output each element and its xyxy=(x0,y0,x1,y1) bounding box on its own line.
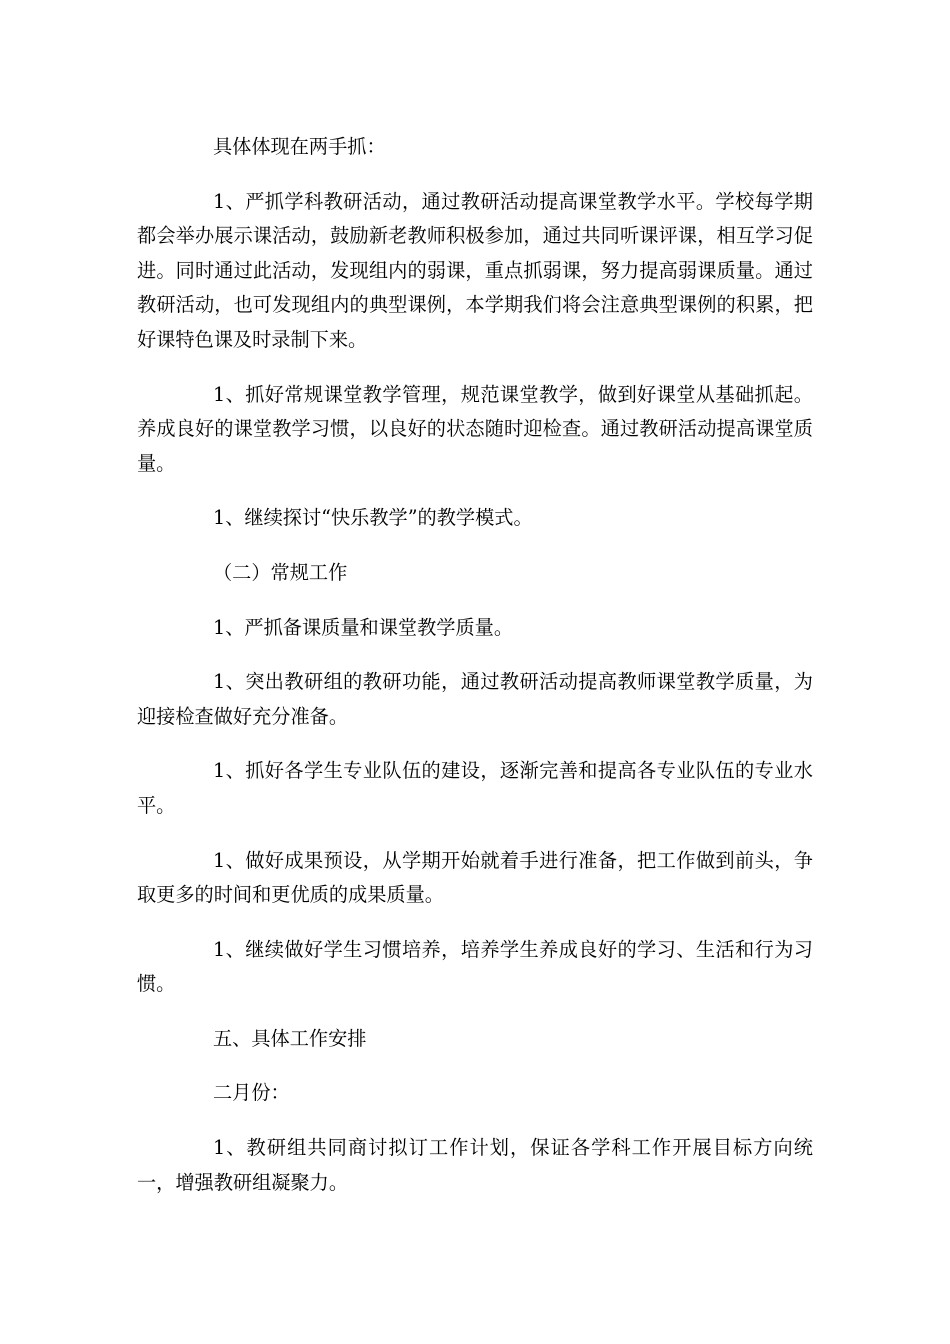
document-body xyxy=(137,130,813,1220)
paragraph-achievement-planning: 1、做好成果预设，从学期开始就着手进行准备，把工作做到前头，争取更多的时间和更优质的成果质量。 xyxy=(137,848,813,907)
paragraph-research-function: 1、突出教研组的教研功能，通过教研活动提高教师课堂教学质量，为迎接检查做好充分准备。 xyxy=(137,670,813,728)
paragraph-student-teams: 1、抓好各学生专业队伍的建设，逐渐完善和提高各专业队伍的专业水平。 xyxy=(137,759,813,817)
month-heading-february: 二月份： xyxy=(213,1081,290,1105)
section-heading-work-schedule: 五、具体工作安排 xyxy=(213,1026,367,1050)
paragraph-work-plan: 1、教研组共同商讨拟订工作计划，保证各学科工作开展目标方向统一，增强教研组凝聚力。 xyxy=(137,1136,813,1194)
paragraph-student-habits: 1、继续做好学生习惯培养，培养学生养成良好的学习、生活和行为习惯。 xyxy=(137,937,813,996)
section-heading-routine-work: （二）常规工作 xyxy=(213,560,348,584)
paragraph-lesson-prep-quality: 1、严抓备课质量和课堂教学质量。 xyxy=(213,615,514,639)
paragraph-happy-teaching: 1、继续探讨“快乐教学”的教学模式。 xyxy=(213,506,533,530)
paragraph-two-focus-intro: 具体体现在两手抓： xyxy=(213,135,386,158)
paragraph-classroom-management: 1、抓好常规课堂教学管理，规范课堂教学，做到好课堂从基础抓起。养成良好的课堂教学习惯，以良好的状态随时迎检查。通过教研活动提高课堂质量。 xyxy=(137,382,813,475)
paragraph-teaching-research: 1、严抓学科教研活动，通过教研活动提高课堂教学水平。学校每学期都会举办展示课活动，鼓励新老教师积极参加，通过共同听课评课，相互学习促进。同时通过此活动，发现组内的弱课，重点抓弱课，努力提高弱课质量。通过教研活动，也可发现组内的典型课例，本学期我们将会注意典型课例的积累，把好课特色课及时录制下来。 xyxy=(137,189,813,351)
